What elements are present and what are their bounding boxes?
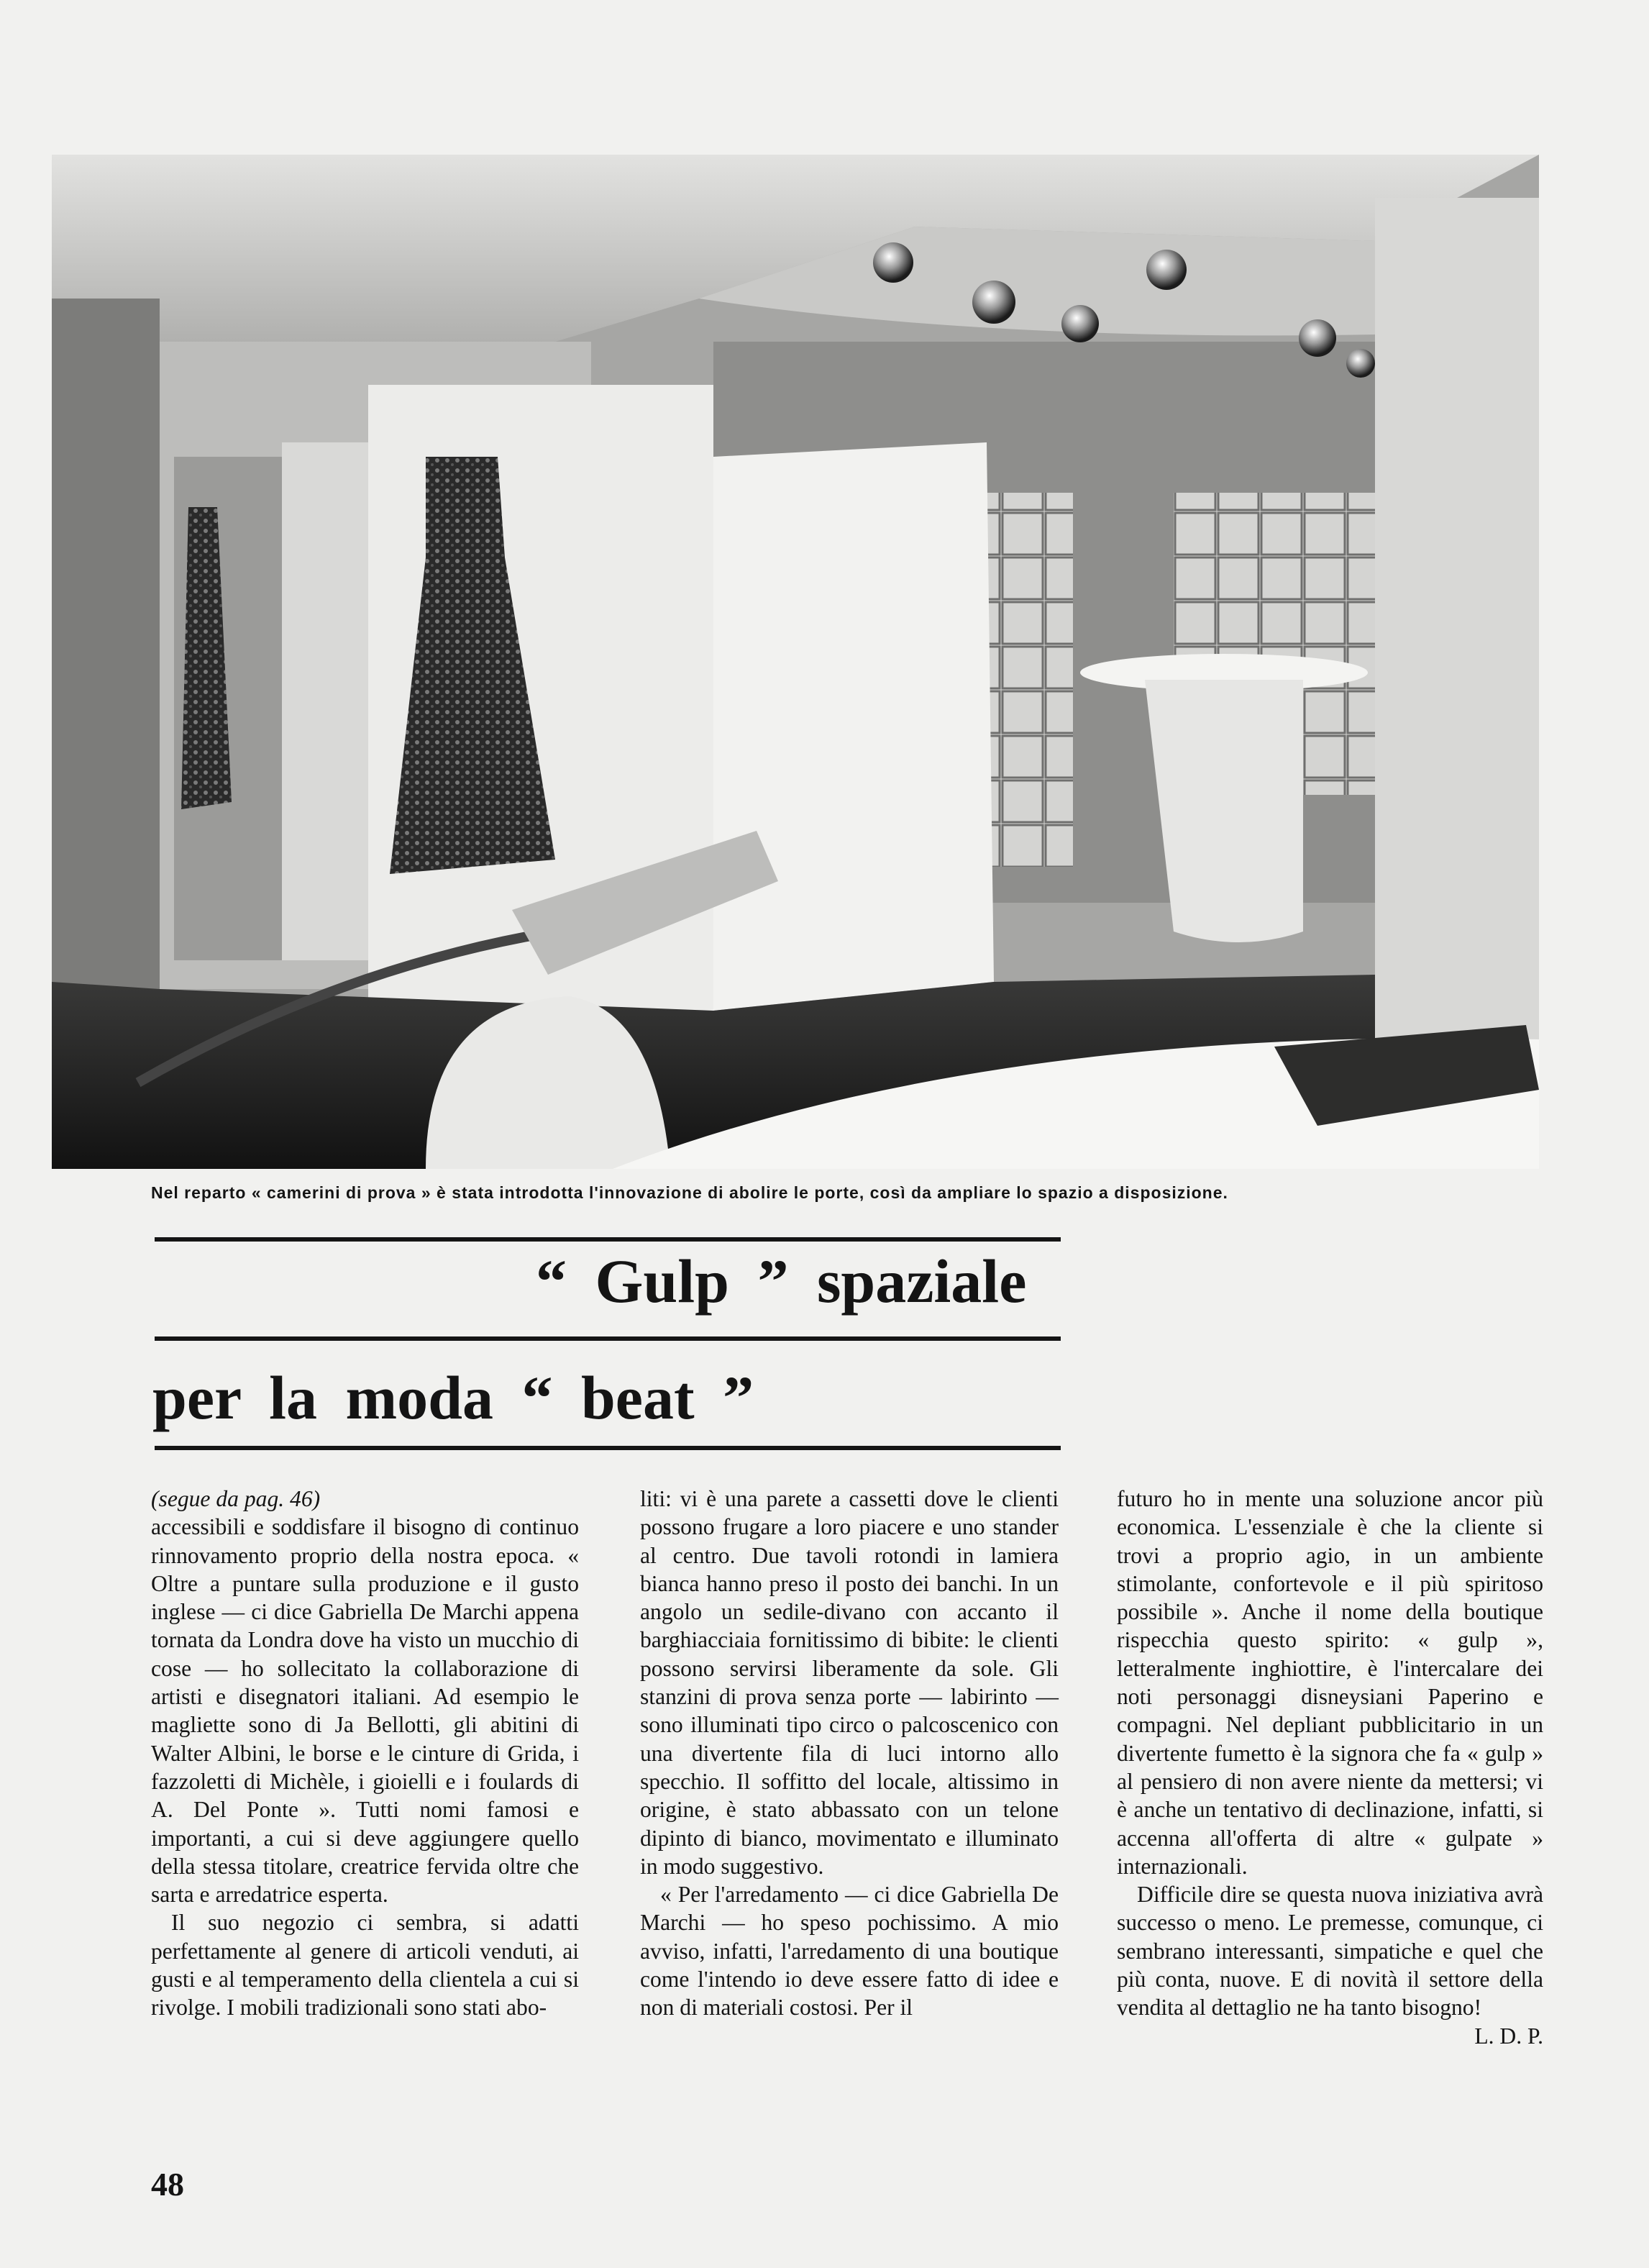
headline-line-2: per la moda “ beat ” xyxy=(152,1363,754,1432)
continued-from-note: (segue da pag. 46) xyxy=(151,1486,321,1511)
article-column-2 xyxy=(640,1485,1059,2022)
author-signature: L. D. P. xyxy=(1474,2023,1543,2049)
headline-rule-bottom xyxy=(155,1446,1061,1450)
column-2-paragraph-2: « Per l'arredamento — ci dice Gabriella De Marchi — ho speso pochissimo. A mio avviso, infatti, l'arredamento di una boutique come l'intendo io deve essere fatto di idee e non di materiali costosi. Per il xyxy=(640,1882,1059,2021)
column-1-paragraph-2: Il suo negozio ci sembra, si adatti perfettamente al genere di articoli venduti, ai gusti e al temperamento della clientela a cui si rivolge. I mobili tradizionali sono stati abo- xyxy=(151,1910,579,2021)
column-3-paragraph-2: Difficile dire se questa nuova iniziativa avrà successo o meno. Le premesse, comunque, ci sembrano interessanti, simpatiche e quel che più conta, nuove. E di novità il settore della vendita al dettaglio ne ha tanto bisogno! xyxy=(1117,1882,1543,2021)
boutique-interior-image xyxy=(52,155,1539,1169)
photo-caption: Nel reparto « camerini di prova » è stata introdotta l'innovazione di abolire le porte, così da ampliare lo spazio a disposizione. xyxy=(151,1183,1228,1202)
column-3-paragraph-1: futuro ho in mente una soluzione ancor più economica. L'essenziale è che la cliente si trovi a proprio agio, in un ambiente stimolante, confortevole e il più spiritoso possibile ». Anche il nome della boutique rispecchia questo spirito: « gulp », letteralmente inghiottire, è l'intercalare dei noti personaggi disneysiani Paperino e compagni. Nel depliant pubblicitario in un divertente fumetto è la signora che fa « gulp » al pensiero di non avere niente da mettersi; vi è anche un tentativo di declinazione, infatti, si accenna all'offerta di altre « gulpate » internazionali. xyxy=(1117,1486,1543,1879)
headline-rule-top xyxy=(155,1237,1061,1242)
headline-rule-middle xyxy=(155,1336,1061,1341)
headline-line-1: “ Gulp ” spaziale xyxy=(536,1247,1027,1316)
column-2-paragraph-1: liti: vi è una parete a cassetti dove le clienti possono frugare a loro piacere e uno stander al centro. Due tavoli rotondi in lamiera bianca hanno preso il posto dei banchi. In un angolo un sedile-divano con accanto il barghiacciaia fornitissimo di bibite: le clienti possono servirsi liberamente da sole. Gli stanzini di prova senza porte — labirinto — sono illuminati tipo circo o palcoscenico con una divertente fila di luci intorno allo specchio. Il soffitto del locale, altissimo in origine, è stato abbassato con un telone dipinto di bianco, movimentato e illuminato in modo suggestivo. xyxy=(640,1486,1059,1879)
column-1-paragraph-1: accessibili e soddisfare il bisogno di continuo rinnovamento proprio della nostra epoca. « Oltre a puntare sulla produzione e il gusto inglese — ci dice Gabriella De Marchi appena tornata da Londra dove ha visto un mucchio di cose — ho sollecitato la collaborazione di artisti e disegnatori italiani. Ad esempio le magliette sono di Ja Bellotti, gli abitini di Walter Albini, le borse e le cinture di Grida, i fazzoletti di Michèle, i gioielli e i foulards di A. Del Ponte ». Tutti nomi famosi e importanti, a cui si deve aggiungere quello della stessa titolare, creatrice fervida oltre che sarta e arredatrice esperta. xyxy=(151,1514,579,1908)
boutique-photo xyxy=(52,155,1539,1169)
page-number: 48 xyxy=(151,2166,184,2203)
article-column-3 xyxy=(1117,1485,1543,2050)
article-column-1 xyxy=(151,1485,579,2022)
